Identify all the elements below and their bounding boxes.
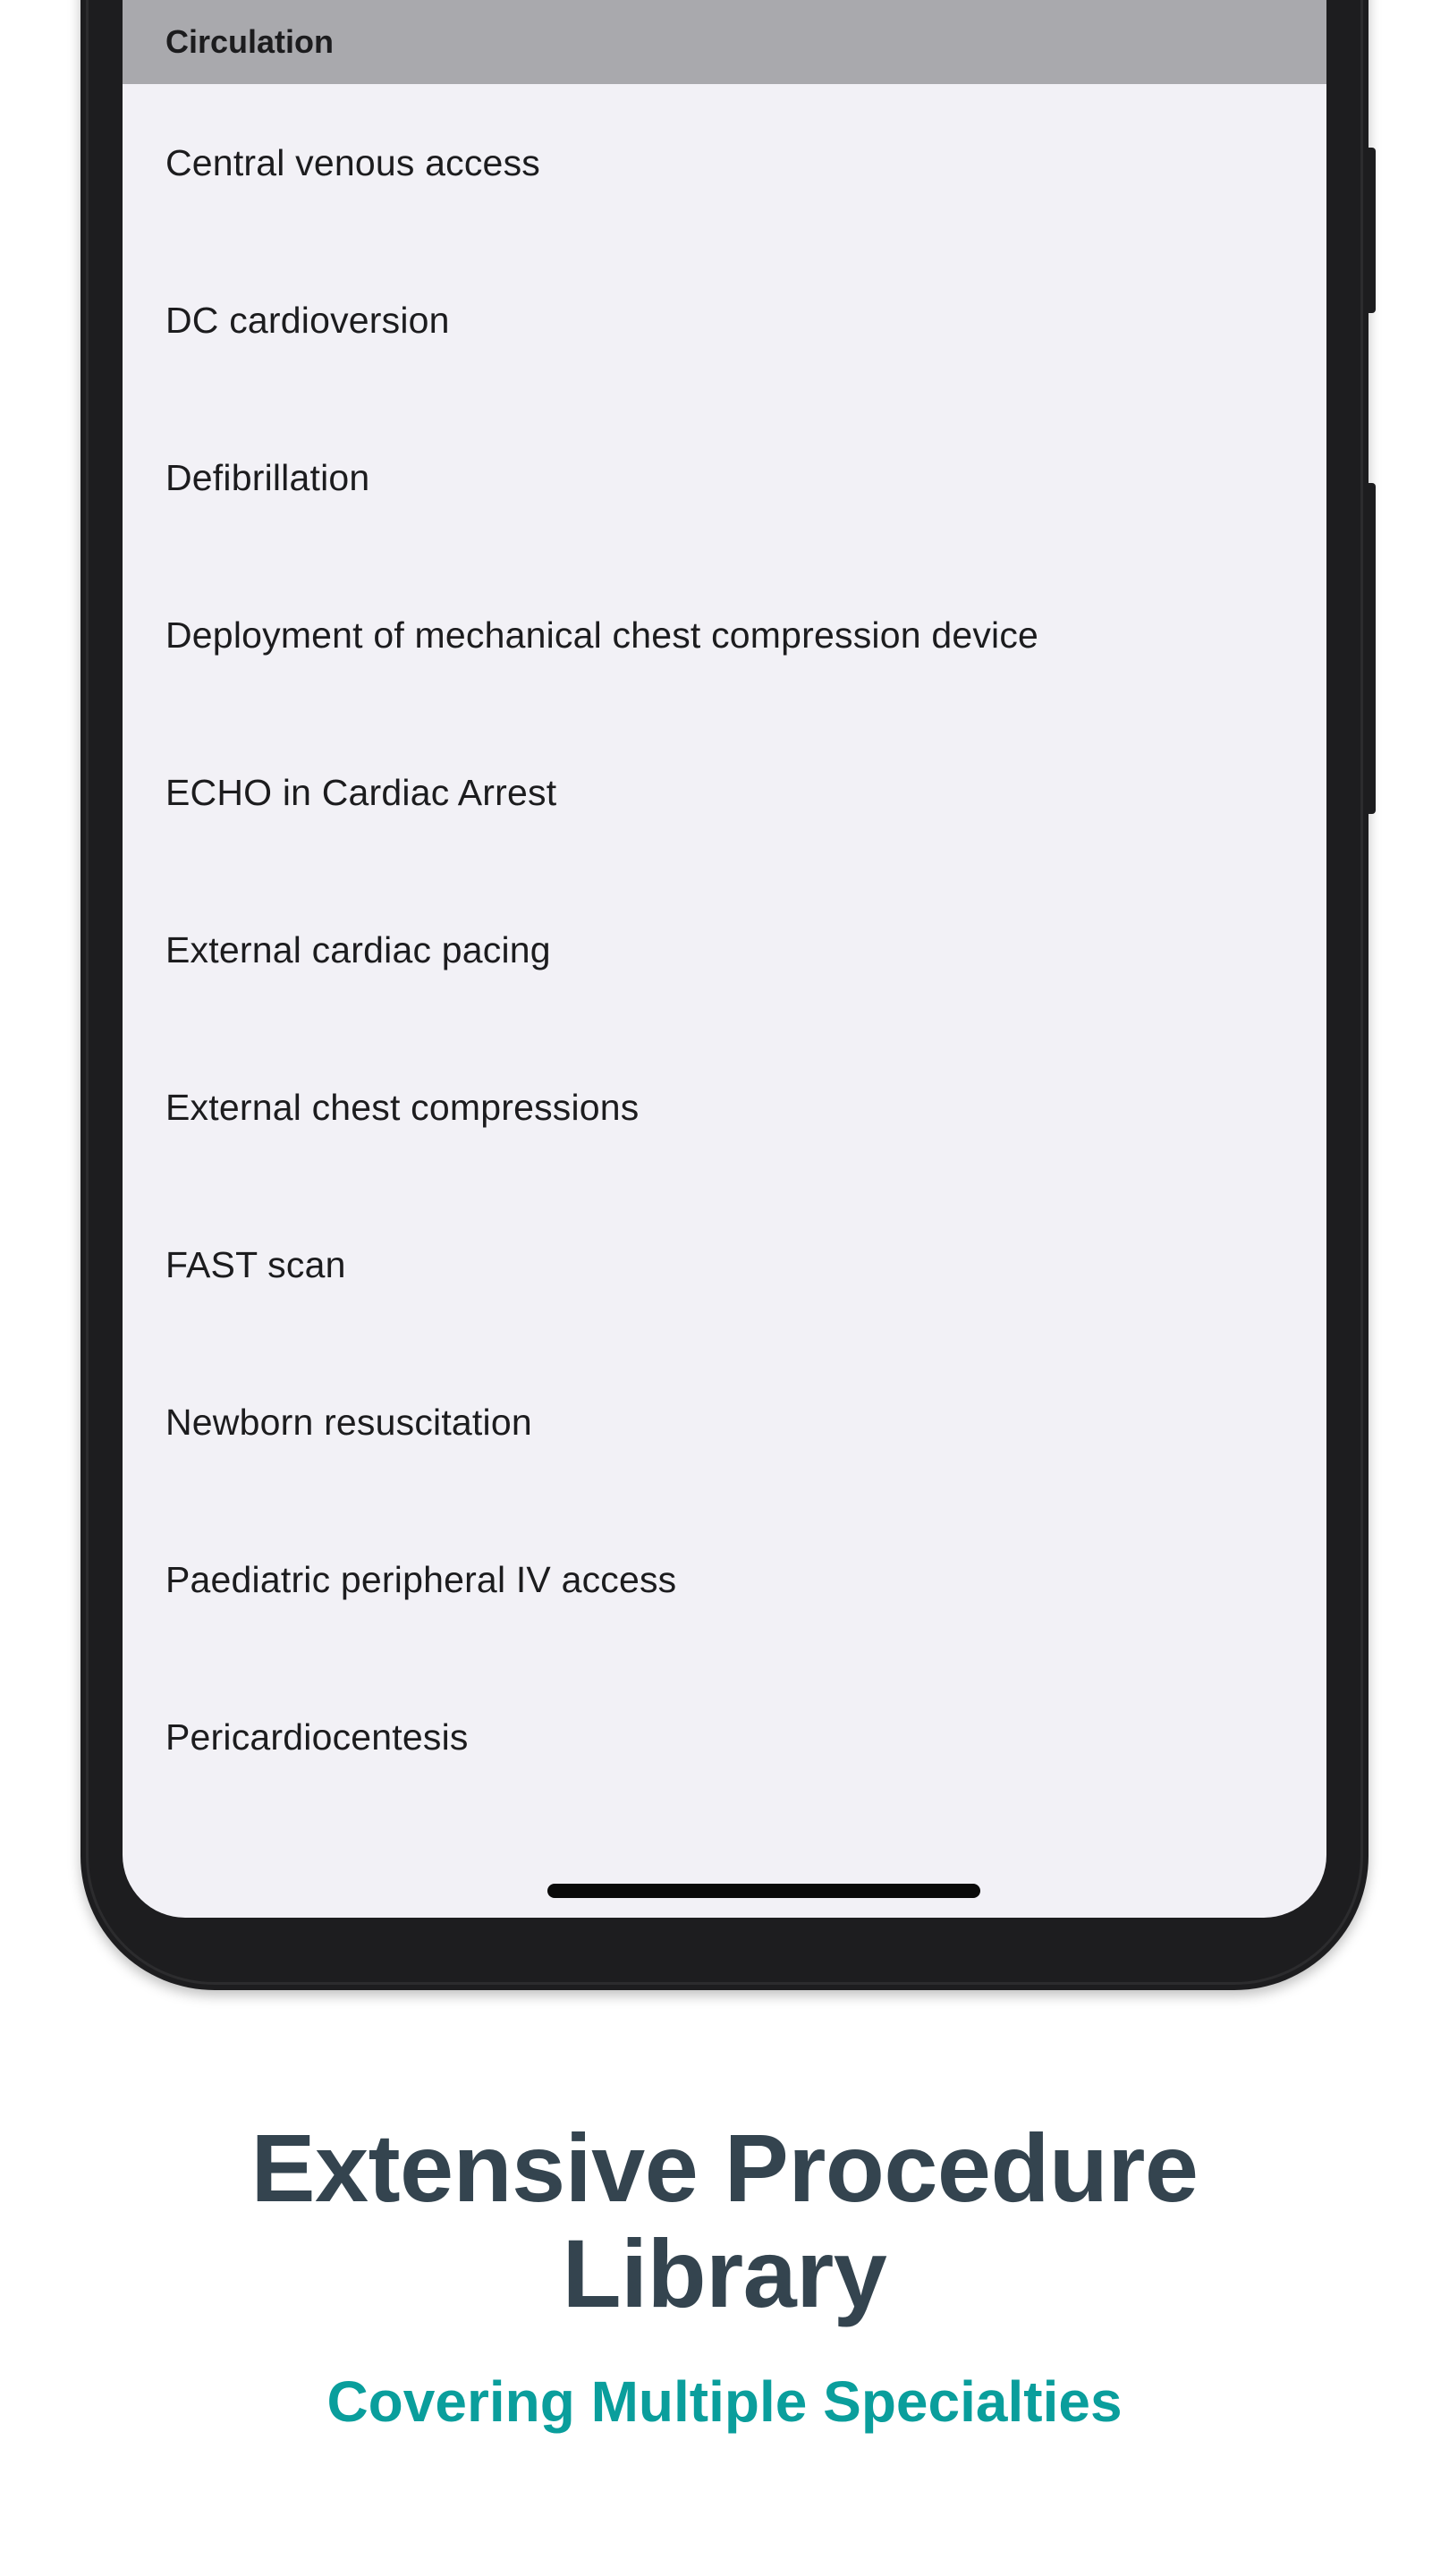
promo-headline bbox=[0, 2115, 1449, 2326]
promo-headline-line2: Library bbox=[562, 2219, 887, 2327]
list-item-label: Pericardiocentesis bbox=[165, 1716, 469, 1758]
promo-headline-line1: Extensive Procedure bbox=[250, 2114, 1199, 2222]
list-item-external-cardiac-pacing[interactable] bbox=[123, 871, 1326, 1029]
list-item-central-venous-access[interactable] bbox=[123, 84, 1326, 242]
list-item-dc-cardioversion[interactable] bbox=[123, 242, 1326, 399]
list-item-mechanical-chest-compression[interactable] bbox=[123, 556, 1326, 714]
list-item-label: FAST scan bbox=[165, 1243, 346, 1285]
section-header-circulation bbox=[123, 0, 1326, 84]
app-screen bbox=[123, 0, 1326, 1918]
list-item-newborn-resuscitation[interactable] bbox=[123, 1343, 1326, 1501]
promo-subheadline: Covering Multiple Specialties bbox=[326, 2369, 1123, 2434]
list-item-label: Defibrillation bbox=[165, 456, 370, 498]
list-item-echo-cardiac-arrest[interactable] bbox=[123, 714, 1326, 871]
list-item-paediatric-iv-access[interactable] bbox=[123, 1501, 1326, 1658]
list-item-defibrillation[interactable] bbox=[123, 399, 1326, 556]
list-item-label: ECHO in Cardiac Arrest bbox=[165, 771, 557, 813]
list-item-label: External chest compressions bbox=[165, 1086, 640, 1128]
home-indicator[interactable] bbox=[547, 1884, 980, 1898]
phone-frame bbox=[80, 0, 1368, 1990]
procedure-list bbox=[123, 0, 1326, 1816]
list-item-label: DC cardioversion bbox=[165, 299, 450, 341]
list-item-label: Newborn resuscitation bbox=[165, 1401, 532, 1443]
list-item-pericardiocentesis[interactable] bbox=[123, 1658, 1326, 1816]
volume-button bbox=[1365, 148, 1376, 313]
list-item-fast-scan[interactable] bbox=[123, 1186, 1326, 1343]
list-item-label: Central venous access bbox=[165, 141, 540, 183]
power-button bbox=[1365, 483, 1376, 814]
list-item-external-chest-compressions[interactable] bbox=[123, 1029, 1326, 1186]
list-item-label: Deployment of mechanical chest compression device bbox=[165, 614, 1039, 656]
section-header-label: Circulation bbox=[165, 23, 335, 60]
list-item-label: External cardiac pacing bbox=[165, 928, 551, 970]
list-item-label: Paediatric peripheral IV access bbox=[165, 1558, 677, 1600]
